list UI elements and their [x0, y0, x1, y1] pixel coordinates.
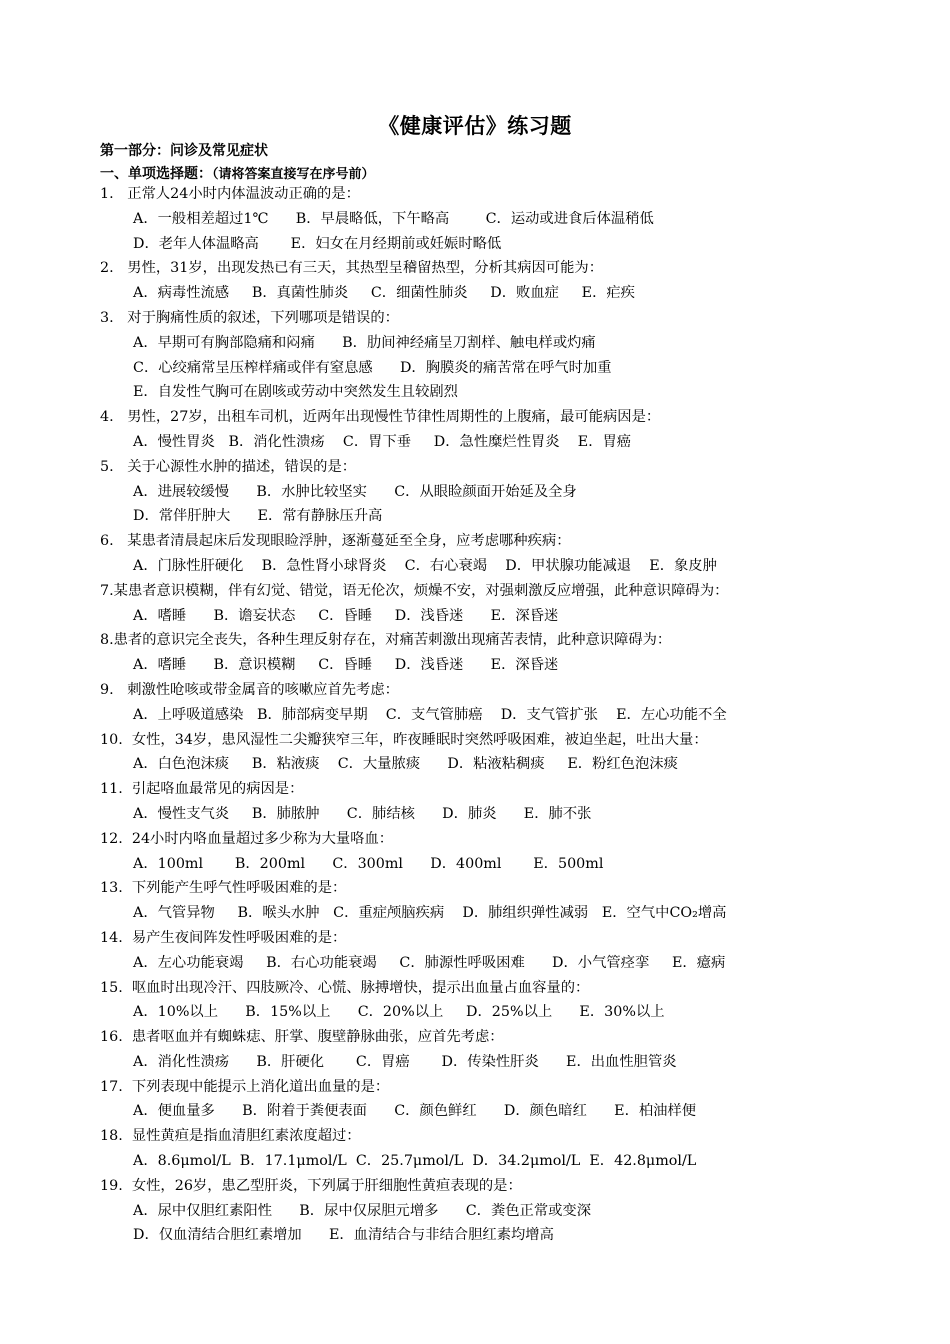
question-spacer [123, 1079, 132, 1095]
answer-options: A．便血量多 B．附着于粪便表面 C．颜色鲜红 D．颜色暗红 E．柏油样便 [133, 1103, 697, 1120]
answer-options: A．慢性胃炎 B．消化性溃疡 C．胃下垂 D．急性糜烂性胃炎 E．胃癌 [133, 433, 632, 450]
answer-options: A．白色泡沫痰 B．粘液痰 C．大量脓痰 D．粘液粘稠痰 E．粉红色泡沫痰 [133, 756, 678, 773]
question-stem [100, 976, 930, 1001]
question-spacer [114, 682, 128, 698]
answer-options: A．消化性溃疡 B．肝硬化 C．胃癌 D．传染性肝炎 E．出血性胆管炎 [133, 1053, 677, 1070]
answer-options: A．进展较缓慢 B．水肿比较坚实 C．从眼睑颜面开始延及全身 [133, 483, 577, 500]
question-number: 4. [100, 409, 114, 426]
question-text: 某患者清晨起床后发现眼睑浮肿，逐渐蔓延至全身，应考虑哪种疾病： [127, 533, 571, 550]
question-spacer [114, 459, 128, 475]
question-number: 13. [100, 880, 123, 897]
question-text: 关于心源性水肿的描述，错误的是： [127, 458, 357, 475]
question-spacer [123, 930, 132, 946]
question-number: 15. [100, 979, 123, 996]
question-number: 11. [100, 781, 123, 798]
answer-options: A．上呼吸道感染 B．肺部病变早期 C．支气管肺癌 D．支气管扩张 E．左心功能不全 [133, 706, 727, 723]
question-text: 患者呕血并有蜘蛛痣、肝掌、腹壁静脉曲张，应首先考虑： [131, 1029, 504, 1046]
question-spacer [123, 1178, 132, 1194]
question-spacer [123, 980, 132, 996]
answer-options: A．慢性支气炎 B．肺脓肿 C．肺结核 D．肺炎 E．肺不张 [133, 805, 592, 822]
answer-options: A．门脉性肝硬化 B．急性肾小球肾炎 C．右心衰竭 D．甲状腺功能减退 E．象皮肿 [133, 557, 717, 574]
question-stem [100, 1025, 930, 1050]
answer-options: A．病毒性流感 B．真菌性肺炎 C．细菌性肺炎 D．败血症 E．疟疾 [133, 285, 635, 302]
question-number: 7. [100, 582, 114, 599]
question-list [100, 182, 930, 1248]
question-text: 下列表现中能提示上消化道出血量的是： [131, 1078, 390, 1095]
question-text: 呕血时出现冷汗、四肢厥冷、心慌、脉搏增快，提示出血量占血容量的： [131, 979, 590, 996]
question-text: 患者的意识完全丧失，各种生理反射存在，对痛苦刺激出现痛苦表情，此种意识障碍为： [113, 632, 672, 649]
answer-options: A．嗜睡 B．意识模糊 C．昏睡 D．浅昏迷 E．深昏迷 [133, 657, 559, 674]
question-stem [100, 455, 930, 480]
answer-options: A．10%以上 B．15%以上 C．20%以上 D．25%以上 E．30%以上 [133, 1004, 665, 1021]
question-spacer [123, 781, 132, 797]
question-spacer [114, 260, 128, 276]
question-stem [100, 182, 930, 207]
question-number: 18. [100, 1128, 123, 1145]
question-spacer [123, 1128, 132, 1144]
question-text: 下列能产生呼气性呼吸困难的是： [131, 880, 347, 897]
question-spacer [123, 880, 132, 896]
question-text: 女性，34岁，患风湿性二尖瓣狭窄三年，昨夜睡眠时突然呼吸困难，被迫坐起，吐出大量： [131, 731, 708, 748]
question-stem [100, 777, 930, 802]
section-heading [100, 163, 375, 183]
question-spacer [123, 732, 132, 748]
question-number: 9. [100, 681, 114, 698]
question-spacer [123, 1029, 132, 1045]
question-text: 男性，27岁，出租车司机，近两年出现慢性节律性周期性的上腹痛，最可能病因是： [127, 409, 661, 426]
question-text: 男性，31岁，出现发热已有三天，其热型呈稽留热型，分析其病因可能为： [127, 260, 603, 277]
question-stem [100, 1075, 930, 1100]
question-text: 刺激性呛咳或带金属音的咳嗽应首先考虑： [127, 681, 399, 698]
answer-options: D．常伴肝肿大 E．常有静脉压升高 [133, 508, 383, 525]
question-text: 24小时内咯血量超过多少称为大量咯血： [131, 830, 394, 847]
question-number: 19. [100, 1177, 123, 1194]
question-text: 显性黄疸是指血清胆红素浓度超过： [131, 1128, 361, 1145]
question-stem [100, 1174, 930, 1199]
question-stem [100, 529, 930, 554]
question-spacer [114, 533, 128, 549]
question-stem [100, 579, 930, 604]
answer-options: D．仅血清结合胆红素增加 E．血清结合与非结合胆红素均增高 [133, 1227, 554, 1244]
answer-options: E．自发性气胸可在剧咳或劳动中突然发生且较剧烈 [133, 384, 458, 401]
question-number: 2. [100, 260, 114, 277]
answer-options: A．气管异物 B．喉头水肿 C．重症颅脑疾病 D．肺组织弹性减弱 E．空气中CO₂增高 [133, 905, 727, 922]
question-stem [100, 306, 930, 331]
answer-options: A．100ml B．200ml C．300ml D．400ml E．500ml [133, 855, 604, 872]
question-stem [100, 728, 930, 753]
answer-options: A．嗜睡 B．谵妄状态 C．昏睡 D．浅昏迷 E．深昏迷 [133, 607, 559, 624]
question-number: 8. [100, 632, 114, 649]
question-text: 引起咯血最常见的病因是： [131, 781, 304, 798]
answer-options: A．左心功能衰竭 B．右心功能衰竭 C．肺源性呼吸困难 D．小气管痉挛 E．癔病 [133, 954, 726, 971]
question-text: 女性，26岁，患乙型肝炎，下列属于肝细胞性黄疸表现的是： [131, 1177, 522, 1194]
page-title: 《健康评估》练习题 [378, 113, 572, 138]
question-spacer [114, 186, 128, 202]
question-number: 6. [100, 533, 114, 550]
question-number: 1. [100, 186, 114, 202]
question-text: 对于胸痛性质的叙述，下列哪项是错误的： [127, 309, 399, 326]
answer-options: A．早期可有胸部隐痛和闷痛 B．肋间神经痛呈刀割样、触电样或灼痛 [133, 334, 596, 351]
answer-options: D．老年人体温略高 E．妇女在月经期前或妊娠时略低 [133, 235, 502, 252]
question-stem [100, 256, 930, 281]
answer-options: C．心绞痛常呈压榨样痛或伴有窒息感 D．胸膜炎的痛苦常在呼气时加重 [133, 359, 612, 376]
question-stem [100, 628, 930, 653]
question-stem [100, 1124, 930, 1149]
question-spacer [114, 310, 128, 326]
section-heading-note: （请将答案直接写在序号前） [212, 167, 375, 182]
question-text: 易产生夜间阵发性呼吸困难的是： [131, 929, 347, 946]
question-text: 某患者意识模糊，伴有幻觉、错觉，语无伦次，烦燥不安，对强刺激反应增强，此种意识障碍为： [113, 582, 729, 599]
question-spacer [114, 409, 128, 425]
question-stem [100, 405, 930, 430]
section-heading-label: 一、单项选择题： [100, 166, 212, 182]
answer-options: A．一般相差超过1℃ B．早晨略低，下午略高 C．运动或进食后体温稍低 [133, 210, 654, 227]
part-heading: 第一部分：问诊及常见症状 [100, 143, 268, 159]
question-number: 14. [100, 929, 123, 946]
question-stem [100, 926, 930, 951]
question-spacer [123, 831, 132, 847]
question-stem [100, 876, 930, 901]
question-number: 12. [100, 830, 123, 847]
answer-options: A．8.6μmol/L B．17.1μmol/L C．25.7μmol/L D．34.2μmol/L E．42.8μmol/L [133, 1153, 697, 1170]
question-number: 16. [100, 1029, 123, 1046]
question-number: 5. [100, 458, 114, 475]
answer-options: A．尿中仅胆红素阳性 B．尿中仅尿胆元增多 C．粪色正常或变深 [133, 1202, 592, 1219]
question-number: 10. [100, 731, 123, 748]
question-stem [100, 678, 930, 703]
question-stem [100, 827, 930, 852]
question-number: 3. [100, 309, 114, 326]
question-number: 17. [100, 1078, 123, 1095]
question-text: 正常人24小时内体温波动正确的是： [127, 186, 360, 202]
